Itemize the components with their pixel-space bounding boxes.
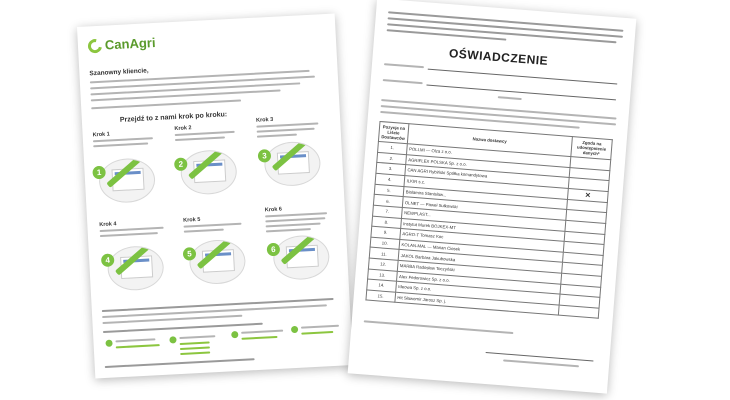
row-position: 9. <box>371 226 400 239</box>
step-5-screenshot <box>188 239 246 286</box>
row-position: 11. <box>369 247 398 260</box>
step-2-text <box>175 131 235 136</box>
contact-phone-label <box>179 335 215 339</box>
row-supplier-name: AGRO-T Tomasz Koc <box>399 229 564 252</box>
row-position: 3. <box>376 163 405 176</box>
row-supplier-name: NEWPLAST... <box>401 207 566 230</box>
contact-phone-value[interactable] <box>180 341 210 345</box>
step-2-badge: 2 <box>174 157 188 171</box>
canagri-leaf-icon <box>85 36 104 55</box>
row-position: 1. <box>378 141 407 154</box>
row-supplier-name: OLNET — Paweł Sułkowski <box>402 197 567 220</box>
step-5-text <box>184 229 224 233</box>
row-position: 15. <box>366 290 395 303</box>
step-2-title: Krok 2 <box>174 125 192 133</box>
step-6-title: Krok 6 <box>264 206 283 214</box>
step-5-title: Krok 5 <box>183 216 201 224</box>
contact-email-label <box>115 338 155 342</box>
closing-line <box>105 358 255 368</box>
contact-post-value <box>241 336 277 340</box>
row-supplier-name: Ideowa Sp. z o.o. <box>395 281 560 304</box>
step-6-screenshot <box>272 234 330 281</box>
contact-email-value[interactable] <box>116 344 160 348</box>
col-consent-header: Zgoda na udostępnienie danych* <box>571 137 612 160</box>
instruction-leaflet-page <box>77 13 353 378</box>
step-3-badge: 3 <box>258 149 272 163</box>
declaration-form-page <box>348 0 637 394</box>
row-supplier-name: CAN AGRI Rybiński Spółka komandytowa <box>404 165 569 188</box>
producer-name-field[interactable] <box>428 69 617 85</box>
step-1-text <box>93 142 148 147</box>
step-4-badge: 4 <box>101 253 115 267</box>
step-6-text <box>265 217 325 222</box>
steps-heading: Przejdź to z nami krok po kroku: <box>119 111 228 124</box>
row-supplier-name: Instytut Murek BOJKEX-MT <box>400 218 565 241</box>
row-position: 10. <box>370 237 399 250</box>
col-supplier-header: Nazwa dostawcy <box>407 124 572 157</box>
contact-office-label <box>301 325 339 329</box>
contact-post-label <box>241 330 283 334</box>
step-2-screenshot <box>180 149 238 196</box>
row-consent-box[interactable] <box>558 305 599 319</box>
step-3-text <box>257 134 297 138</box>
row-position: 4. <box>375 173 404 186</box>
greeting: Szanowny kliencie, <box>89 67 149 78</box>
signatory-label <box>383 79 423 84</box>
row-position: 2. <box>377 152 406 165</box>
step-4-text <box>100 232 158 237</box>
signature-hint <box>503 359 579 367</box>
row-supplier-name: Hit Sławomir Jarosz Sp. j. <box>394 292 559 315</box>
location-icon <box>291 326 298 333</box>
step-6-badge: 6 <box>267 243 281 257</box>
step-1-screenshot <box>98 157 156 204</box>
step-4-title: Krok 4 <box>99 221 117 229</box>
row-position: 12. <box>368 258 397 271</box>
row-supplier-name: JAKOL Barbara Jakubowska <box>398 250 563 273</box>
supplier-rows <box>366 141 611 318</box>
step-3-text <box>257 128 315 133</box>
brand-name: CanAgri <box>104 34 156 53</box>
email-icon <box>105 340 112 347</box>
canagri-logo <box>88 35 156 54</box>
step-6-text <box>266 223 321 228</box>
contact-phone-value[interactable] <box>180 346 210 350</box>
step-5-badge: 5 <box>183 247 197 261</box>
row-position: 14. <box>367 279 396 292</box>
row-supplier-name: Bialamira Stanisław... <box>403 186 568 209</box>
row-position: 13. <box>368 269 397 282</box>
step-3-screenshot <box>263 140 321 187</box>
step-4-screenshot <box>107 245 165 292</box>
intro-line <box>91 100 241 110</box>
form-title: OŚWIADCZENIE <box>448 46 549 68</box>
row-supplier-name: MARBA Radosław Toczyński <box>397 260 562 283</box>
col-position-header: Pozycja na Liście Dostawców <box>378 121 408 143</box>
row-supplier-name: POLLMI — Olza z o.o. <box>406 144 571 167</box>
row-consent-box[interactable]: ✕ <box>567 188 608 202</box>
signature-field[interactable] <box>486 352 594 361</box>
step-1-title: Krok 1 <box>92 131 110 139</box>
row-supplier-name: Alex Fedorowicz Sp. z o.o. <box>396 271 561 294</box>
contact-phone-value[interactable] <box>180 351 210 355</box>
mail-icon <box>231 331 238 338</box>
row-position: 6. <box>373 195 402 208</box>
contact-office-value <box>301 331 333 335</box>
row-position: 5. <box>374 184 403 197</box>
step-2-text <box>175 136 225 141</box>
footnote-line <box>364 320 514 334</box>
row-supplier-name: ILKIR s.c. <box>404 175 569 199</box>
row-position: 8. <box>372 216 401 229</box>
supplier-consent-table <box>365 121 612 319</box>
row-supplier-name: AGRIFLEX POLSKA Sp. z o.o. <box>405 154 570 177</box>
step-1-badge: 1 <box>92 166 106 180</box>
step-5-text <box>184 223 242 228</box>
step-6-text <box>266 228 311 232</box>
producer-name-label <box>384 63 424 68</box>
step-1-text <box>93 137 153 142</box>
signatory-hint <box>498 96 522 100</box>
contact-heading-line <box>103 323 263 333</box>
phone-icon <box>169 336 176 343</box>
row-supplier-name: KOLAN-MAL — Marian Ciosek <box>399 239 564 262</box>
row-position: 7. <box>373 205 402 218</box>
step-3-title: Krok 3 <box>255 116 274 124</box>
